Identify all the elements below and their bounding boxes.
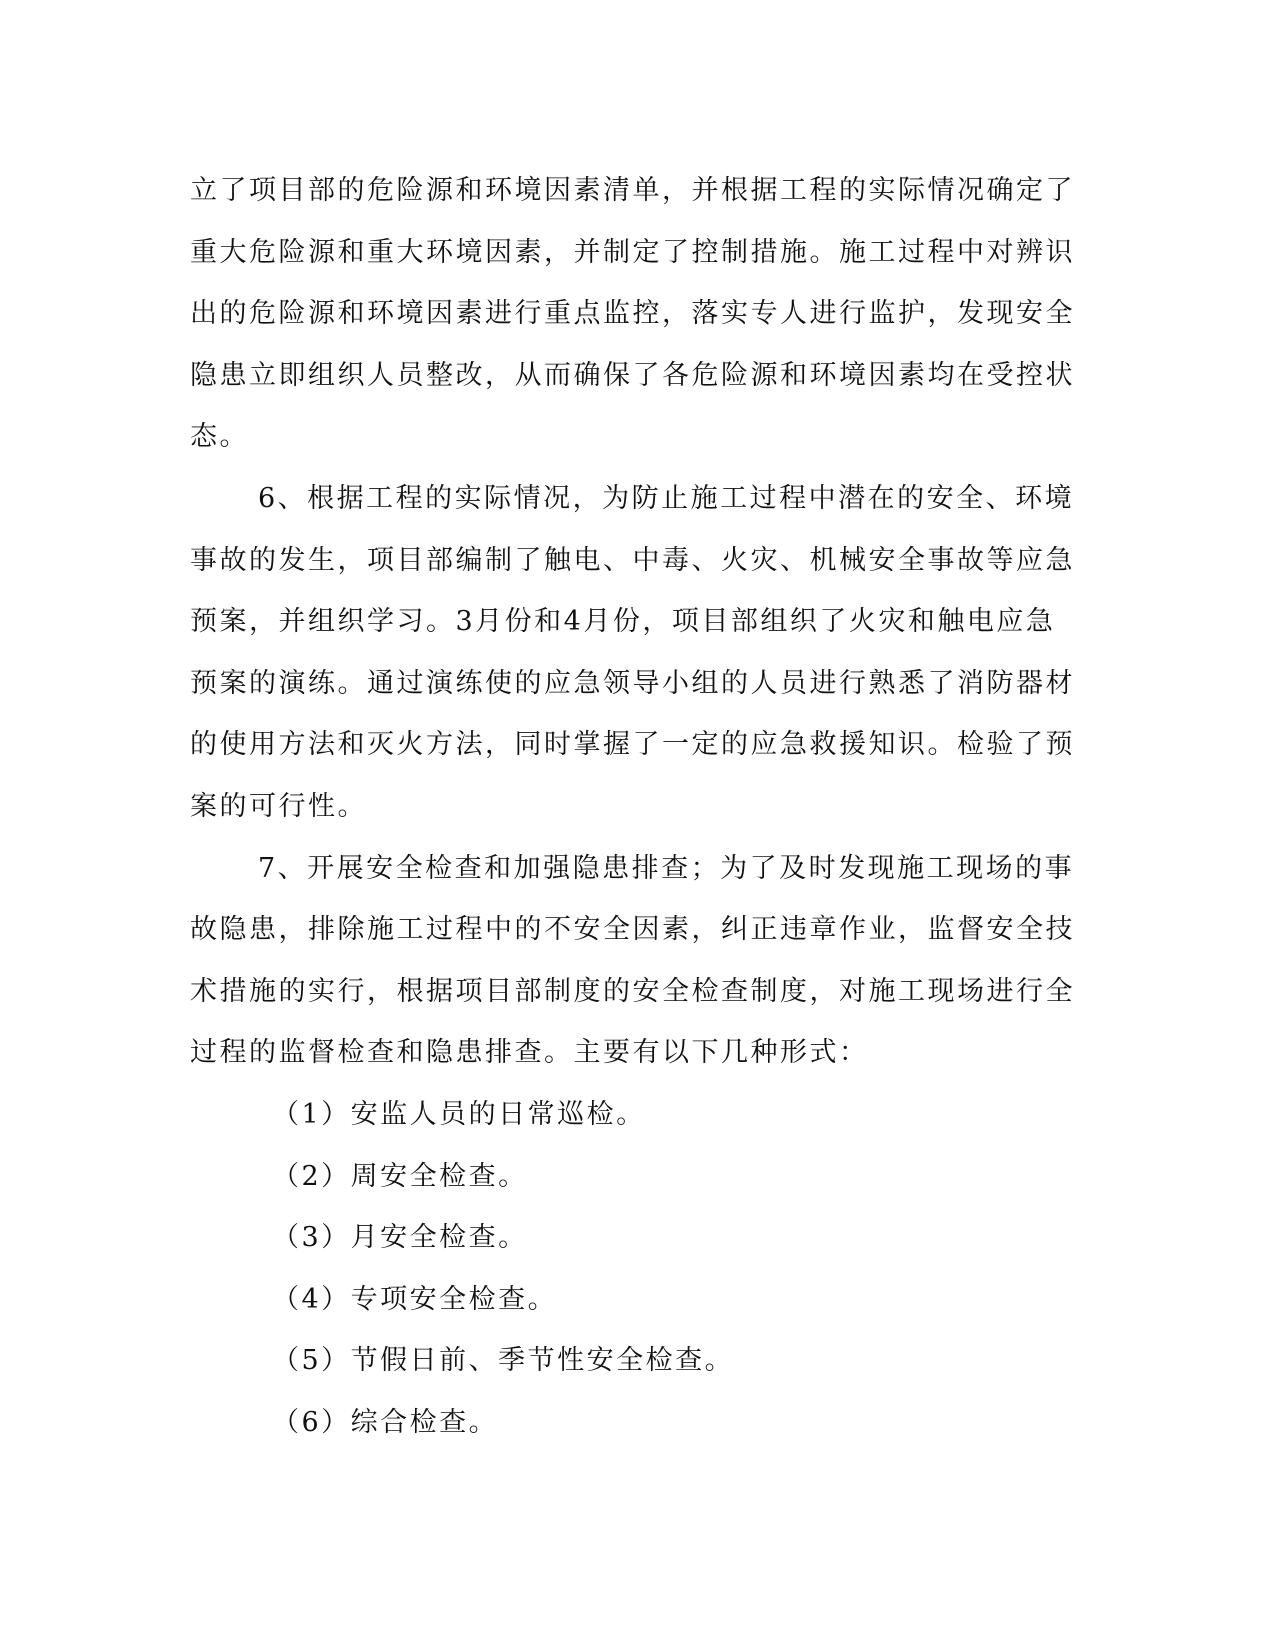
- document-body: [190, 160, 1080, 1453]
- paragraph-item-6: 6、根据工程的实际情况，为防止施工过程中潜在的安全、环境事故的发生，项目部编制了触电、中毒、火灾、机械安全事故等应急预案，并组织学习。3月份和4月份，项目部组织了火灾和触电应急预案的演练。通过演练使的应急领导小组的人员进行熟悉了消防器材的使用方法和灭火方法，同时掌握了一定的应急救援知识。检验了预案的可行性。: [190, 482, 1075, 822]
- list-item: （4）专项安全检查。: [272, 1283, 558, 1315]
- paragraph-continuation: 立了项目部的危险源和环境因素清单，并根据工程的实际情况确定了重大危险源和重大环境因素，并制定了控制措施。施工过程中对辨识出的危险源和环境因素进行重点监控，落实专人进行监护，发现安全隐患立即组织人员整改，从而确保了各危险源和环境因素均在受控状态。: [190, 175, 1075, 453]
- list-item: （2）周安全检查。: [272, 1160, 528, 1192]
- list-item: （3）月安全检查。: [272, 1222, 528, 1254]
- paragraph-item-7: 7、开展安全检查和加强隐患排查；为了及时发现施工现场的事故隐患，排除施工过程中的不安全因素，纠正违章作业，监督安全技术措施的实行，根据项目部制度的安全检查制度，对施工现场进行全过程的监督检查和隐患排查。主要有以下几种形式：: [190, 852, 1075, 1069]
- list-item: （1）安监人员的日常巡检。: [272, 1098, 646, 1130]
- list-item: （5）节假日前、季节性安全检查。: [272, 1345, 735, 1377]
- list-item: （6）综合检查。: [272, 1406, 499, 1438]
